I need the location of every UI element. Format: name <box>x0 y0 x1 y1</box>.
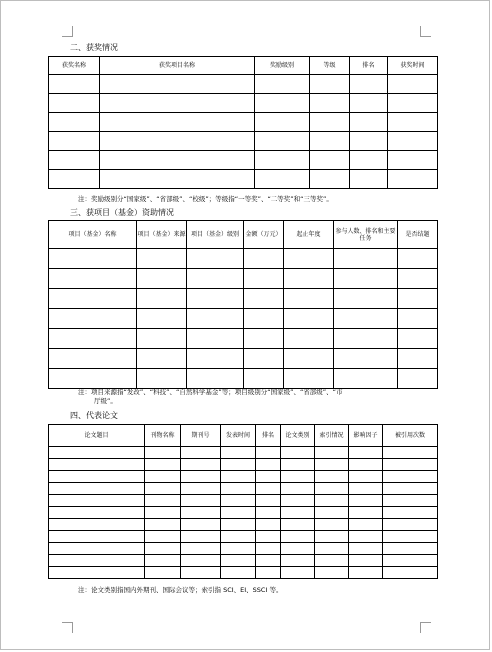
table-cell[interactable] <box>49 495 145 507</box>
table-cell[interactable] <box>388 170 438 189</box>
table-cell[interactable] <box>255 94 310 113</box>
table-cell[interactable] <box>221 483 256 495</box>
table-cell[interactable] <box>256 567 281 579</box>
table-cell[interactable] <box>181 543 221 555</box>
table-cell[interactable] <box>398 349 438 369</box>
table-cell[interactable] <box>315 495 349 507</box>
table-cell[interactable] <box>49 471 145 483</box>
table-cell[interactable] <box>145 531 181 543</box>
table-cell[interactable] <box>256 531 281 543</box>
table-cell[interactable] <box>383 507 438 519</box>
table-cell[interactable] <box>244 309 284 329</box>
table-cell[interactable] <box>49 567 145 579</box>
table-cell[interactable] <box>244 249 284 269</box>
table-cell[interactable] <box>388 113 438 132</box>
header-project-level: 项目（基金）级别 <box>187 221 244 249</box>
table-cell[interactable] <box>221 555 256 567</box>
table-cell[interactable] <box>255 151 310 170</box>
table-cell[interactable] <box>383 543 438 555</box>
table-cell[interactable] <box>49 349 137 369</box>
table-cell[interactable] <box>244 349 284 369</box>
table-cell[interactable] <box>281 567 315 579</box>
table-cell[interactable] <box>349 531 383 543</box>
table-cell[interactable] <box>145 555 181 567</box>
table-row <box>49 543 438 555</box>
table-row <box>49 289 438 309</box>
header-paper-title: 论文题目 <box>49 425 145 447</box>
table-row <box>49 369 438 389</box>
table-cell[interactable] <box>281 543 315 555</box>
table-cell[interactable] <box>181 531 221 543</box>
table-cell[interactable] <box>256 495 281 507</box>
papers-table <box>48 424 438 579</box>
table-cell[interactable] <box>187 329 244 349</box>
table-cell[interactable] <box>349 567 383 579</box>
table-cell[interactable] <box>349 495 383 507</box>
table-cell[interactable] <box>349 447 383 459</box>
table-cell[interactable] <box>221 507 256 519</box>
table-cell[interactable] <box>398 289 438 309</box>
funding-table <box>48 220 438 389</box>
table-cell[interactable] <box>349 543 383 555</box>
funding-note-line1: 注：项目来源指“发改”、“科技”、“自然科学基金”等；项目级别分“国家级”、“省部级”、“市 <box>78 388 343 396</box>
table-cell[interactable] <box>383 567 438 579</box>
table-cell[interactable] <box>137 249 187 269</box>
table-cell[interactable] <box>256 543 281 555</box>
section-title-papers: 四、代表论文 <box>70 411 118 420</box>
header-award-rank: 排名 <box>350 57 388 75</box>
table-cell[interactable] <box>350 151 388 170</box>
table-row <box>49 519 438 531</box>
table-cell[interactable] <box>284 289 334 309</box>
table-cell[interactable] <box>221 519 256 531</box>
table-cell[interactable] <box>256 507 281 519</box>
table-cell[interactable] <box>256 555 281 567</box>
table-cell[interactable] <box>100 151 255 170</box>
table-cell[interactable] <box>221 447 256 459</box>
table-cell[interactable] <box>49 289 137 309</box>
section-title-awards: 二、获奖情况 <box>70 43 118 52</box>
table-cell[interactable] <box>383 519 438 531</box>
table-cell[interactable] <box>244 269 284 289</box>
table-cell[interactable] <box>256 471 281 483</box>
table-row <box>49 309 438 329</box>
table-cell[interactable] <box>255 170 310 189</box>
table-cell[interactable] <box>349 471 383 483</box>
table-cell[interactable] <box>388 94 438 113</box>
table-cell[interactable] <box>181 459 221 471</box>
table-row <box>49 269 438 289</box>
table-cell[interactable] <box>244 369 284 389</box>
table-cell[interactable] <box>49 555 145 567</box>
table-cell[interactable] <box>284 269 334 289</box>
table-cell[interactable] <box>145 471 181 483</box>
crop-mark-bottom-right <box>420 622 431 633</box>
funding-note-line2: 厅级”。 <box>94 397 117 405</box>
table-cell[interactable] <box>100 75 255 94</box>
table-cell[interactable] <box>349 519 383 531</box>
table-cell[interactable] <box>350 75 388 94</box>
table-cell[interactable] <box>181 447 221 459</box>
table-cell[interactable] <box>398 369 438 389</box>
table-cell[interactable] <box>383 531 438 543</box>
table-cell[interactable] <box>398 269 438 289</box>
header-award-project: 获奖项目名称 <box>100 57 255 75</box>
crop-mark-bottom-left <box>62 622 73 633</box>
table-cell[interactable] <box>49 249 137 269</box>
table-cell[interactable] <box>221 531 256 543</box>
table-cell[interactable] <box>315 555 349 567</box>
header-project-role: 参与人数、排名和主要任务 <box>334 221 398 249</box>
header-paper-rank: 排名 <box>256 425 281 447</box>
table-cell[interactable] <box>221 495 256 507</box>
table-cell[interactable] <box>349 483 383 495</box>
table-cell[interactable] <box>383 447 438 459</box>
header-impact-factor: 影响因子 <box>349 425 383 447</box>
table-cell[interactable] <box>221 459 256 471</box>
table-cell[interactable] <box>255 132 310 151</box>
table-cell[interactable] <box>49 94 100 113</box>
table-cell[interactable] <box>49 151 100 170</box>
table-cell[interactable] <box>187 369 244 389</box>
table-cell[interactable] <box>315 483 349 495</box>
table-cell[interactable] <box>310 132 350 151</box>
table-row <box>49 447 438 459</box>
table-cell[interactable] <box>315 519 349 531</box>
table-cell[interactable] <box>49 170 100 189</box>
table-cell[interactable] <box>383 483 438 495</box>
table-cell[interactable] <box>334 329 398 349</box>
section-title-funding: 三、获项目（基金）资助情况 <box>70 208 174 217</box>
table-cell[interactable] <box>181 555 221 567</box>
header-award-grade: 等级 <box>310 57 350 75</box>
table-cell[interactable] <box>145 459 181 471</box>
table-cell[interactable] <box>49 447 145 459</box>
header-publish-date: 发表时间 <box>221 425 256 447</box>
table-cell[interactable] <box>315 543 349 555</box>
table-cell[interactable] <box>310 94 350 113</box>
table-cell[interactable] <box>181 483 221 495</box>
table-cell[interactable] <box>181 471 221 483</box>
table-cell[interactable] <box>349 507 383 519</box>
table-cell[interactable] <box>284 249 334 269</box>
table-cell[interactable] <box>221 543 256 555</box>
table-cell[interactable] <box>284 369 334 389</box>
table-cell[interactable] <box>256 447 281 459</box>
table-cell[interactable] <box>350 94 388 113</box>
table-cell[interactable] <box>187 289 244 309</box>
table-cell[interactable] <box>49 531 145 543</box>
table-cell[interactable] <box>281 459 315 471</box>
table-cell[interactable] <box>398 249 438 269</box>
table-cell[interactable] <box>100 113 255 132</box>
table-row <box>49 249 438 269</box>
table-cell[interactable] <box>350 113 388 132</box>
table-cell[interactable] <box>255 75 310 94</box>
table-cell[interactable] <box>49 75 100 94</box>
table-cell[interactable] <box>49 329 137 349</box>
table-cell[interactable] <box>383 459 438 471</box>
table-cell[interactable] <box>137 349 187 369</box>
header-project-amount: 金额（万元） <box>244 221 284 249</box>
table-cell[interactable] <box>100 132 255 151</box>
table-cell[interactable] <box>137 309 187 329</box>
header-award-name: 获奖名称 <box>49 57 100 75</box>
header-paper-category: 论文类别 <box>281 425 315 447</box>
table-row <box>49 495 438 507</box>
table-cell[interactable] <box>181 567 221 579</box>
table-cell[interactable] <box>137 329 187 349</box>
table-cell[interactable] <box>315 531 349 543</box>
table-cell[interactable] <box>398 309 438 329</box>
table-cell[interactable] <box>388 151 438 170</box>
table-cell[interactable] <box>187 269 244 289</box>
awards-note: 注：奖励级别分“国家级”、“省部级”、“校级”；等级指“一等奖”、“二等奖”和“三等奖”。 <box>78 195 333 203</box>
table-cell[interactable] <box>334 249 398 269</box>
table-cell[interactable] <box>181 507 221 519</box>
table-cell[interactable] <box>145 507 181 519</box>
table-row <box>49 555 438 567</box>
table-cell[interactable] <box>281 471 315 483</box>
table-cell[interactable] <box>334 309 398 329</box>
table-cell[interactable] <box>284 349 334 369</box>
table-cell[interactable] <box>145 543 181 555</box>
table-cell[interactable] <box>256 483 281 495</box>
crop-mark-top-left <box>62 26 73 37</box>
table-cell[interactable] <box>100 170 255 189</box>
header-project-period: 起止年度 <box>284 221 334 249</box>
table-cell[interactable] <box>49 113 100 132</box>
table-cell[interactable] <box>49 269 137 289</box>
table-cell[interactable] <box>349 459 383 471</box>
table-cell[interactable] <box>187 249 244 269</box>
table-row <box>49 113 438 132</box>
table-cell[interactable] <box>398 329 438 349</box>
table-cell[interactable] <box>100 94 255 113</box>
table-cell[interactable] <box>181 495 221 507</box>
table-cell[interactable] <box>187 349 244 369</box>
table-row <box>49 483 438 495</box>
header-index-status: 索引情况 <box>315 425 349 447</box>
table-cell[interactable] <box>244 289 284 309</box>
table-row <box>49 75 438 94</box>
table-row <box>49 170 438 189</box>
table-cell[interactable] <box>383 555 438 567</box>
table-cell[interactable] <box>315 507 349 519</box>
table-cell[interactable] <box>334 289 398 309</box>
table-row <box>49 329 438 349</box>
table-cell[interactable] <box>349 555 383 567</box>
header-award-date: 获奖时间 <box>388 57 438 75</box>
table-row <box>49 471 438 483</box>
crop-mark-top-right <box>420 26 431 37</box>
table-cell[interactable] <box>334 349 398 369</box>
table-cell[interactable] <box>181 519 221 531</box>
table-cell[interactable] <box>315 567 349 579</box>
table-cell[interactable] <box>49 369 137 389</box>
table-cell[interactable] <box>137 369 187 389</box>
table-cell[interactable] <box>49 459 145 471</box>
table-cell[interactable] <box>315 471 349 483</box>
table-cell[interactable] <box>281 483 315 495</box>
table-cell[interactable] <box>221 567 256 579</box>
table-cell[interactable] <box>281 495 315 507</box>
table-cell[interactable] <box>49 507 145 519</box>
table-cell[interactable] <box>256 459 281 471</box>
table-cell[interactable] <box>350 170 388 189</box>
header-project-name: 项目（基金）名称 <box>49 221 137 249</box>
awards-table <box>48 56 438 189</box>
table-cell[interactable] <box>315 459 349 471</box>
table-cell[interactable] <box>383 495 438 507</box>
table-cell[interactable] <box>256 519 281 531</box>
header-journal-number: 期刊号 <box>181 425 221 447</box>
table-row <box>49 459 438 471</box>
table-cell[interactable] <box>255 113 310 132</box>
table-row <box>49 507 438 519</box>
table-cell[interactable] <box>145 447 181 459</box>
table-cell[interactable] <box>281 507 315 519</box>
table-cell[interactable] <box>284 329 334 349</box>
table-cell[interactable] <box>281 519 315 531</box>
table-cell[interactable] <box>244 329 284 349</box>
header-project-source: 项目（基金）来源 <box>137 221 187 249</box>
table-cell[interactable] <box>310 151 350 170</box>
header-project-finished: 是否结题 <box>398 221 438 249</box>
table-cell[interactable] <box>145 567 181 579</box>
table-cell[interactable] <box>284 309 334 329</box>
table-cell[interactable] <box>187 309 244 329</box>
table-cell[interactable] <box>281 531 315 543</box>
table-cell[interactable] <box>350 132 388 151</box>
table-cell[interactable] <box>281 555 315 567</box>
table-row <box>49 94 438 113</box>
table-cell[interactable] <box>145 483 181 495</box>
table-cell[interactable] <box>221 471 256 483</box>
table-row <box>49 132 438 151</box>
table-cell[interactable] <box>49 543 145 555</box>
table-row <box>49 567 438 579</box>
table-cell[interactable] <box>137 289 187 309</box>
header-citations: 被引用次数 <box>383 425 438 447</box>
papers-note: 注：论文类别指国内外期刊、国际会议等；索引指 SCI、EI、SSCI 等。 <box>78 586 283 594</box>
table-cell[interactable] <box>388 75 438 94</box>
table-cell[interactable] <box>49 132 100 151</box>
table-cell[interactable] <box>310 170 350 189</box>
table-cell[interactable] <box>49 483 145 495</box>
table-cell[interactable] <box>310 75 350 94</box>
table-cell[interactable] <box>334 269 398 289</box>
header-journal-name: 刊物名称 <box>145 425 181 447</box>
table-row <box>49 349 438 369</box>
table-row <box>49 151 438 170</box>
table-row <box>49 531 438 543</box>
table-cell[interactable] <box>137 269 187 289</box>
table-cell[interactable] <box>49 309 137 329</box>
table-cell[interactable] <box>281 447 315 459</box>
table-cell[interactable] <box>49 519 145 531</box>
table-cell[interactable] <box>388 132 438 151</box>
table-cell[interactable] <box>145 495 181 507</box>
table-cell[interactable] <box>383 471 438 483</box>
table-cell[interactable] <box>315 447 349 459</box>
header-award-level: 奖励级别 <box>255 57 310 75</box>
table-cell[interactable] <box>334 369 398 389</box>
table-cell[interactable] <box>145 519 181 531</box>
table-cell[interactable] <box>310 113 350 132</box>
